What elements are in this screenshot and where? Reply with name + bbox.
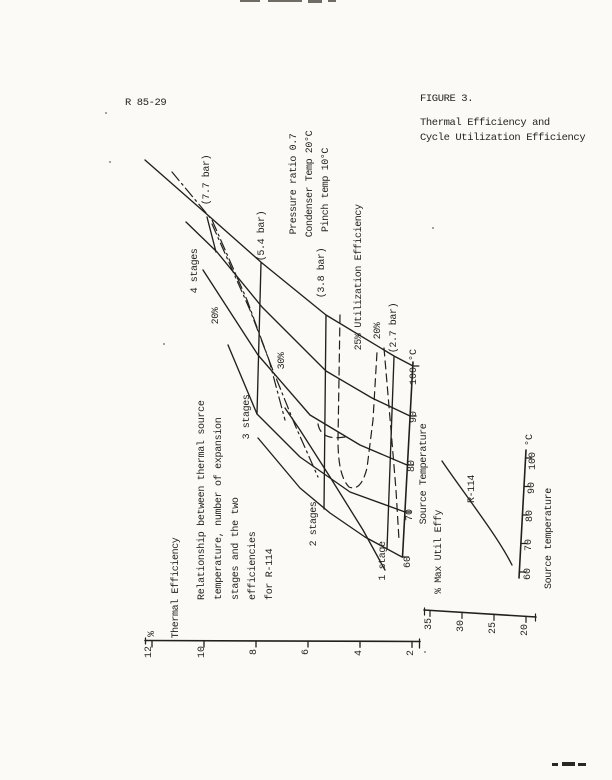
pressure-label-5-4: (5.4 bar) <box>257 210 268 262</box>
contour-label-25: 25% <box>354 333 365 351</box>
inset-x-tick-60: 60 <box>523 567 534 581</box>
main-y-axis-title: Thermal Efficiency <box>171 537 182 639</box>
stage-label-3: 3 stages <box>242 394 253 440</box>
main-y-tick-8: 8 <box>249 648 260 656</box>
caption-line-2: temperature, number of expansion <box>214 417 225 600</box>
inset-y-axis-line <box>424 610 536 617</box>
inset-y-axis-title: % Max Util Effy <box>434 509 445 594</box>
figure-title-line1: Thermal Efficiency and <box>420 117 550 129</box>
main-y-axis-unit: % <box>147 630 158 638</box>
main-x-axis-line <box>403 362 414 557</box>
main-y-tick-6: 6 <box>301 648 312 656</box>
caption-line-4: efficiencies <box>248 531 259 600</box>
stage-label-4: 4 stages <box>190 248 201 294</box>
inset-x-axis-unit: °C <box>525 433 536 447</box>
contour-label-30: 30% <box>277 352 288 370</box>
utilization-efficiency-label: Utilization Efficiency <box>354 204 365 328</box>
contour-label-20: 20% <box>211 307 222 325</box>
pressure-label-3-8: (3.8 bar) <box>317 247 328 299</box>
stage-label-1: 1 stage <box>378 541 389 581</box>
isobar-3-8-bar <box>324 315 326 509</box>
main-y-axis-ticks <box>146 638 420 648</box>
caption-line-1: Relationship between thermal source <box>197 400 208 600</box>
inset-x-tick-80: 80 <box>525 509 536 523</box>
report-number: R 85-29 <box>125 97 167 109</box>
main-y-tick-12: 12 <box>144 645 155 659</box>
inset-y-tick-30: 30 <box>456 619 467 633</box>
contour-label-20b: 20% <box>373 322 384 340</box>
utilization-contour-hook <box>318 424 345 438</box>
inset-x-tick-90: 90 <box>527 481 538 495</box>
main-x-axis-title: Source Temperature <box>419 423 430 525</box>
main-y-tick-4: 4 <box>354 649 365 657</box>
inset-x-tick-100: 100 <box>528 451 539 471</box>
main-y-tick-10: 10 <box>197 645 208 659</box>
condition-pressure-ratio: Pressure ratio 0.7 <box>289 133 300 235</box>
inset-y-tick-20: 20 <box>520 623 531 637</box>
figure-title-line2: Cycle Utilization Efficiency <box>420 132 586 144</box>
main-x-tick-100: 100 °C <box>409 348 420 386</box>
main-x-tick-80: 80 <box>407 459 418 473</box>
utilization-contour-20 <box>172 172 285 420</box>
condition-condenser-temp: Condenser Temp 20°C <box>305 130 316 238</box>
inset-x-axis-title: Source temperature <box>544 488 555 589</box>
inset-series-label-r114: R-114 <box>467 474 478 504</box>
stage-curve-d <box>228 345 405 512</box>
pressure-label-7-7: (7.7 bar) <box>202 154 213 206</box>
caption-line-5: for R-114 <box>265 548 276 600</box>
caption-line-3: stages and the two <box>231 497 242 600</box>
main-x-tick-70: 70 <box>405 508 416 522</box>
stage-curve-f <box>285 408 385 570</box>
main-x-tick-60: 60 <box>403 555 414 569</box>
stage-label-2: 2 stages <box>309 501 320 547</box>
main-x-tick-90: 90 <box>409 410 420 424</box>
main-y-axis-line <box>145 641 420 642</box>
isobar-5-4-bar <box>257 263 261 414</box>
inset-x-tick-70: 70 <box>524 538 535 552</box>
main-y-tick-2: 2 <box>406 649 417 657</box>
figure-label: FIGURE 3. <box>420 93 474 105</box>
inset-y-tick-25: 25 <box>488 621 499 635</box>
stage-curve-e <box>258 438 402 557</box>
pressure-label-2-7: (2.7 bar) <box>389 302 400 354</box>
condition-pinch-temp: Pinch temp 10°C <box>321 147 332 233</box>
inset-y-tick-35: 35 <box>424 617 435 631</box>
